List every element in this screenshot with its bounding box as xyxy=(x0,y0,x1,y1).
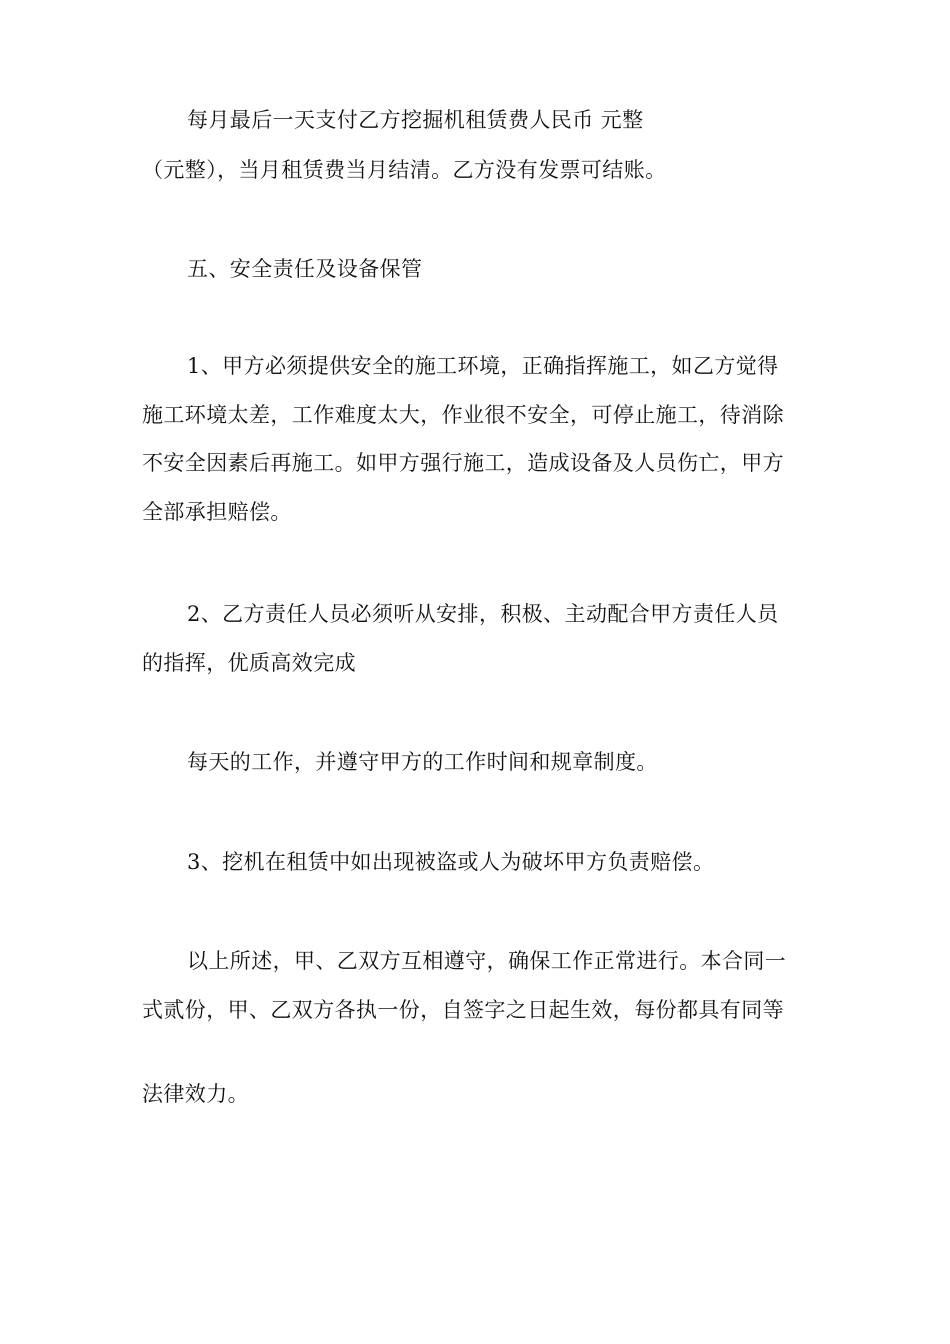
section-heading-5: 五、安全责任及设备保管 xyxy=(187,257,423,281)
clause-2-line-1: 2、乙方责任人员必须听从安排，积极、主动配合甲方责任人员 xyxy=(187,602,779,626)
clause-3-line-1: 3、挖机在租赁中如出现被盗或人为破坏甲方负责赔偿。 xyxy=(187,850,715,874)
clause-2-line-3: 每天的工作，并遵守甲方的工作时间和规章制度。 xyxy=(187,750,658,774)
clause-1-line-3: 不安全因素后再施工。如甲方强行施工，造成设备及人员伤亡，甲方 xyxy=(142,451,784,475)
clause-2-line-2: 的指挥，优质高效完成 xyxy=(142,651,356,675)
closing-line-3: 法律效力。 xyxy=(142,1082,249,1106)
clause-1-line-4: 全部承担赔偿。 xyxy=(142,500,292,524)
closing-line-1: 以上所述，甲、乙双方互相遵守，确保工作正常进行。本合同一 xyxy=(187,949,787,973)
clause-1-line-1: 1、甲方必须提供安全的施工环境，正确指挥施工，如乙方觉得 xyxy=(187,354,779,378)
clause-1-line-2: 施工环境太差，工作难度太大，作业很不安全，可停止施工，待消除 xyxy=(142,403,784,427)
payment-line-2: （元整），当月租赁费当月结清。乙方没有发票可结账。 xyxy=(142,158,667,182)
closing-line-2: 式贰份，甲、乙双方各执一份，自签字之日起生效，每份都具有同等 xyxy=(142,998,784,1022)
payment-line-1: 每月最后一天支付乙方挖掘机租赁费人民币 元整 xyxy=(187,108,644,132)
